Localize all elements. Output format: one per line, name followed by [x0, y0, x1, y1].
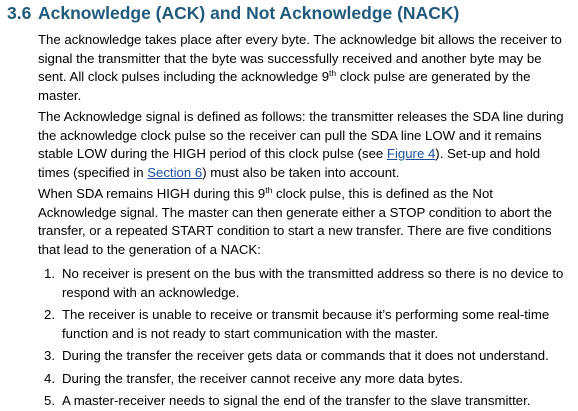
list-item-text: During the transfer the receiver gets data or commands that it does not understand. [62, 348, 549, 363]
section-6-link[interactable]: Section 6 [147, 164, 203, 180]
p3-superscript: th [265, 185, 273, 195]
p1-text2: clock pulse are generated by the master. [38, 69, 531, 103]
list-item-number: 4. [44, 370, 55, 386]
paragraph-nack-definition [38, 185, 570, 259]
list-item-number: 2. [44, 307, 55, 322]
list-item-text: A master-receiver needs to signal the end of the transfer to the slave transmitter. [62, 393, 531, 408]
paragraph-ack-intro [38, 31, 570, 105]
list-item-text: The receiver is unable to receive or transmit because it’s performing some real-time function and is not ready to start communication with the master. [62, 307, 550, 341]
section-number: 3.6 [7, 3, 32, 23]
list-item-number: 3. [44, 348, 55, 363]
list-item [38, 370, 572, 389]
p2-text2: ). Set-up and hold times (specified in [38, 146, 541, 180]
figure-4-link[interactable]: Figure 4 [386, 146, 436, 161]
list-item [38, 306, 572, 343]
list-item [38, 265, 572, 302]
list-item-number: 5. [44, 393, 55, 408]
list-item-text: During the transfer, the receiver cannot receive any more data bytes. [62, 370, 463, 386]
list-item-number: 1. [44, 266, 55, 281]
section-title: Acknowledge (ACK) and Not Acknowledge (NACK) [38, 3, 460, 23]
list-item [38, 347, 572, 366]
p1-superscript: th [329, 68, 337, 78]
p2-text3: ) must also be taken into account. [202, 164, 400, 180]
p3-text2: clock pulse, this is defined as the Not Acknowledge signal. The master can then generate either a STOP condition to abort the transfer, or a repeated START condition to start a new transfer. There are five conditions that lead to the generation of a NACK: [38, 186, 552, 257]
p2-text1: The Acknowledge signal is defined as follows: the transmitter releases the SDA line during the acknowledge clock pulse so the receiver can pull the SDA line LOW and it remains stable LOW during the HIGH period of this clock pulse (see [38, 109, 564, 161]
p1-text1: The acknowledge takes place after every byte. The acknowledge bit allows the receiver to signal the transmitter that the byte was successfully received and another byte may be sent. All clock pulses including the acknowledge 9 [38, 32, 562, 84]
p3-text1: When SDA remains HIGH during this 9 [38, 186, 266, 201]
section-heading [7, 3, 459, 24]
paragraph-ack-definition [38, 108, 570, 182]
list-item [38, 392, 572, 411]
list-item-text: No receiver is present on the bus with the transmitted address so there is no device to respond with an acknowledge. [62, 266, 564, 300]
nack-conditions-list [38, 265, 572, 411]
